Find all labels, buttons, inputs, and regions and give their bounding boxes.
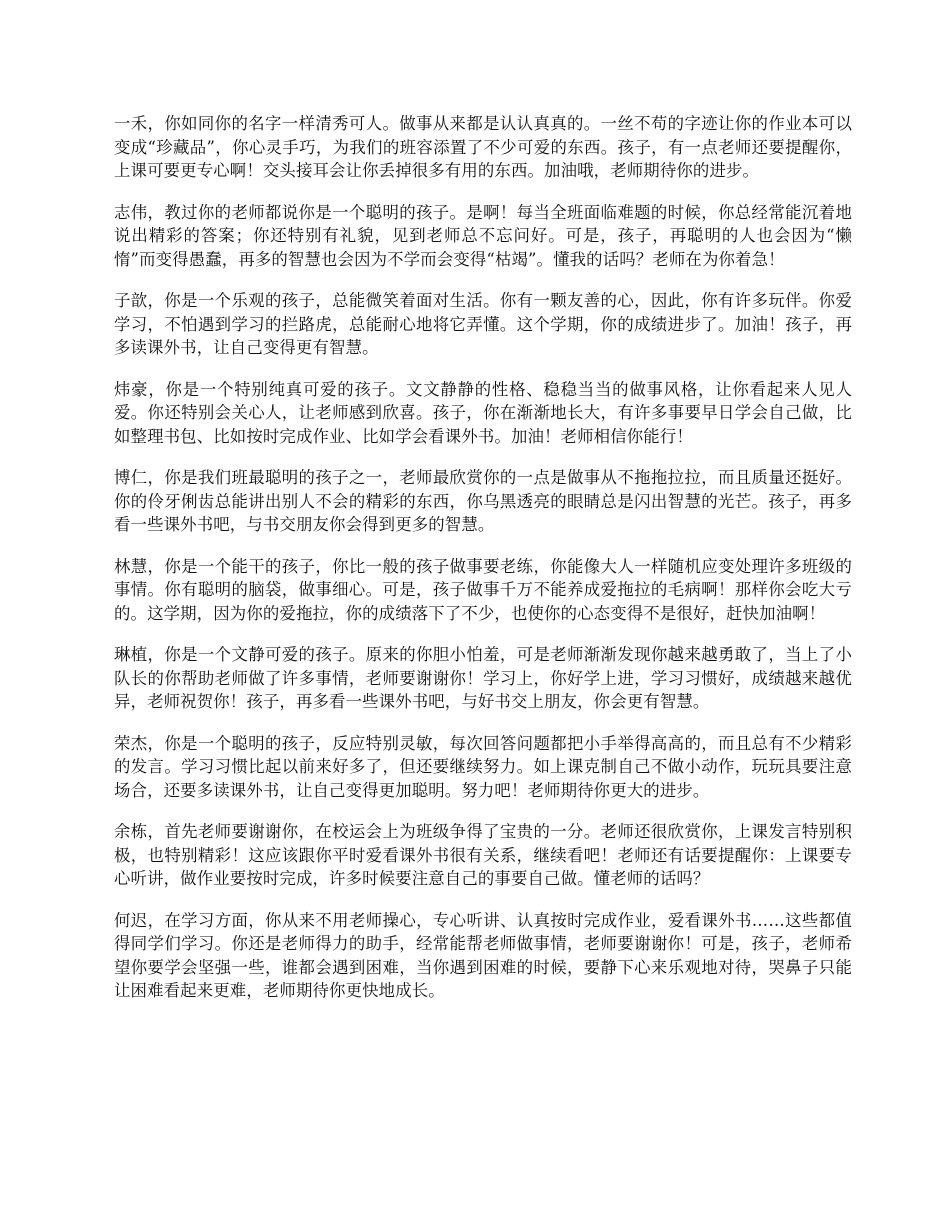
comment-paragraph-yudong: 余栋，首先老师要谢谢你，在校运会上为班级争得了宝贵的一分。老师还很欣赏你，上课发言特别积极，也特别精彩！这应该跟你平时爱看课外书很有关系，继续看吧！老师还有话要提醒你：上课要专心听讲，做作业要按时完成，许多时候要注意自己的事要自己做。懂老师的话吗？ (114, 822, 852, 888)
comment-paragraph-zixin: 子歆，你是一个乐观的孩子，总能微笑着面对生活。你有一颗友善的心，因此，你有许多玩伴。你爱学习，不怕遇到学习的拦路虎，总能耐心地将它弄懂。这个学期，你的成绩进步了。加油！孩子，再多读课外书，让自己变得更有智慧。 (114, 291, 852, 357)
comment-paragraph-linhui: 林慧，你是一个能干的孩子，你比一般的孩子做事要老练，你能像大人一样随机应变处理许多班级的事情。你有聪明的脑袋，做事细心。可是，孩子做事千万不能养成爱拖拉的毛病啊！那样你会吃大亏的。这学期，因为你的爱拖拉，你的成绩落下了不少，也使你的心态变得不是很好，赶快加油啊！ (114, 556, 852, 623)
comment-paragraph-weihao: 炜豪，你是一个特别纯真可爱的孩子。文文静静的性格、稳稳当当的做事风格，让你看起来人见人爱。你还特别会关心人，让老师感到欣喜。孩子，你在渐渐地长大，有许多事要早日学会自己做，比如整理书包、比如按时完成作业、比如学会看课外书。加油！老师相信你能行！ (114, 379, 852, 446)
comment-paragraph-zhiwei: 志伟，教过你的老师都说你是一个聪明的孩子。是啊！每当全班面临难题的时候，你总经常能沉着地说出精彩的答案；你还特别有礼貌，见到老师总不忘问好。可是，孩子，再聪明的人也会因为“懒惰”而变得愚蠢，再多的智慧也会因为不学而会变得“枯竭”。懂我的话吗？老师在为你着急！ (114, 202, 852, 269)
comment-paragraph-boren: 博仁，你是我们班最聪明的孩子之一，老师最欣赏你的一点是做事从不拖拖拉拉，而且质量还挺好。你的伶牙俐齿总能讲出别人不会的精彩的东西，你乌黑透亮的眼睛总是闪出智慧的光芒。孩子，再多看一些课外书吧，与书交朋友你会得到更多的智慧。 (114, 468, 852, 534)
comment-paragraph-linzhi: 琳植，你是一个文静可爱的孩子。原来的你胆小怕羞，可是老师渐渐发现你越来越勇敢了，当上了小队长的你帮助老师做了许多事情，老师要谢谢你！学习上，你好学上进，学习习惯好，成绩越来越优异，老师祝贺你！孩子，再多看一些课外书吧，与好书交上朋友，你会更有智慧。 (114, 645, 852, 711)
comment-paragraph-rongjie: 荣杰，你是一个聪明的孩子，反应特别灵敏，每次回答问题都把小手举得高高的，而且总有不少精彩的发言。学习习惯比起以前来好多了，但还要继续努力。如上课克制自己不做小动作，玩玩具要注意场合，还要多读课外书，让自己变得更加聪明。努力吧！老师期待你更大的进步。 (114, 733, 852, 800)
document-body (114, 112, 852, 1021)
comment-paragraph-yihe: 一禾，你如同你的名字一样清秀可人。做事从来都是认认真真的。一丝不苟的字迹让你的作业本可以变成“珍藏品”，你心灵手巧，为我们的班容添置了不少可爱的东西。孩子，有一点老师还要提醒你，上课可要更专心啊！交头接耳会让你丢掉很多有用的东西。加油哦，老师期待你的进步。 (114, 114, 852, 180)
comment-paragraph-hechi: 何迟，在学习方面，你从来不用老师操心，专心听讲、认真按时完成作业，爱看课外书……这些都值得同学们学习。你还是老师得力的助手，经常能帮老师做事情，老师要谢谢你！可是，孩子，老师希望你要学会坚强一些，谁都会遇到困难，当你遇到困难的时候，要静下心来乐观地对待，哭鼻子只能让困难看起来更难，老师期待你更快地成长。 (114, 910, 852, 1000)
